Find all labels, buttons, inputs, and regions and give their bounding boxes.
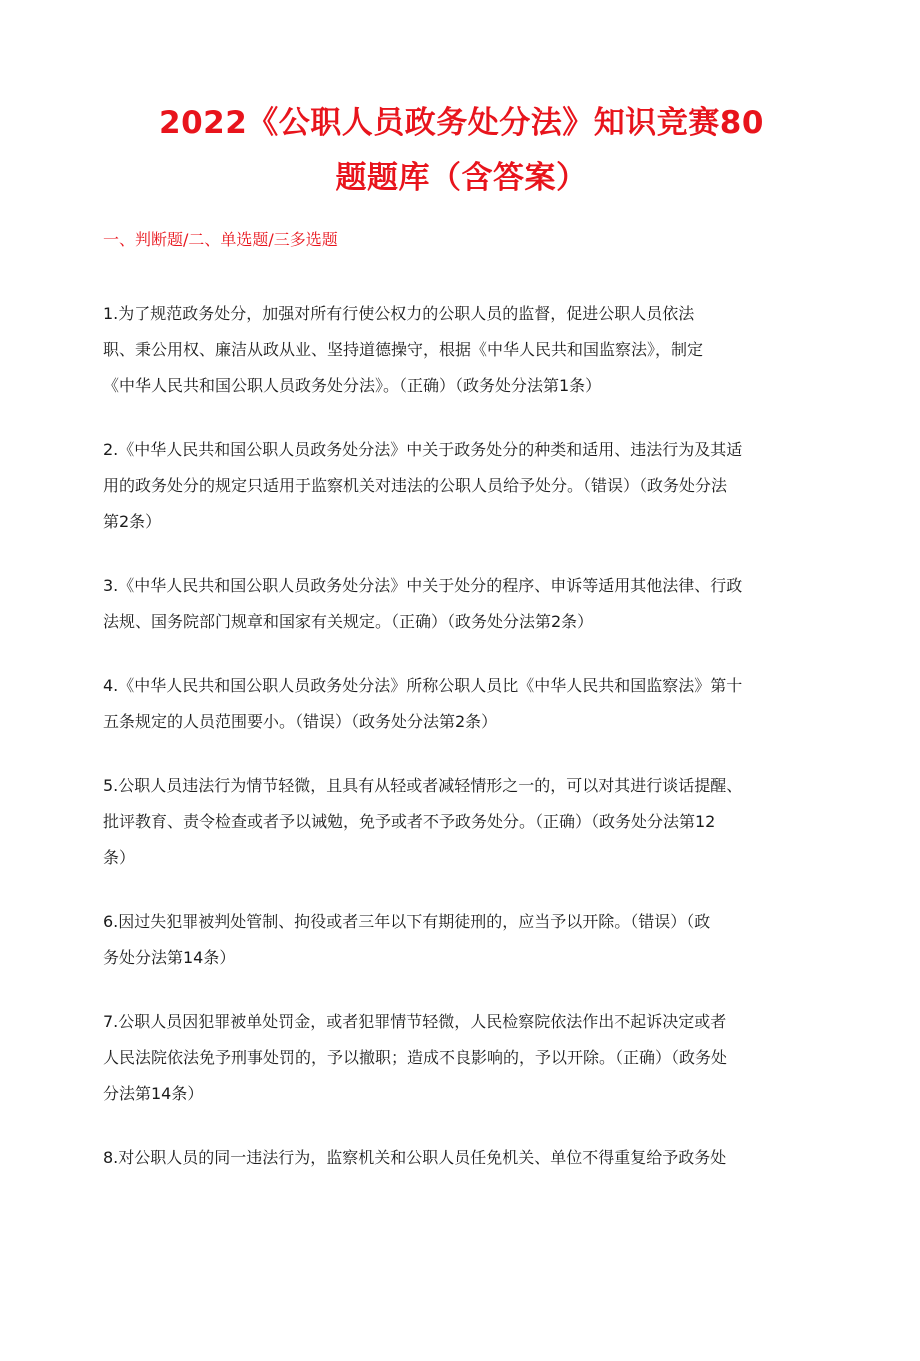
- question-item: [103, 904, 820, 976]
- question-text-line: 8.对公职人员的同一违法行为，监察机关和公职人员任免机关、单位不得重复给予政务处: [103, 1148, 727, 1167]
- question-item: [103, 568, 820, 640]
- section-heading: 一、判断题/二、单选题/三多选题: [103, 230, 338, 249]
- question-text-line: 分法第14条）: [103, 1084, 204, 1103]
- document-title-line: 2022《公职人员政务处分法》知识竞赛80: [159, 105, 764, 141]
- question-item: [103, 1140, 820, 1176]
- question-text-line: 条）: [103, 848, 136, 867]
- question-text-line: 人民法院依法免予刑事处罚的，予以撤职；造成不良影响的，予以开除。（正确）（政务处: [103, 1048, 728, 1067]
- question-text-line: 6.因过失犯罪被判处管制、拘役或者三年以下有期徒刑的，应当予以开除。（错误）（政: [103, 912, 711, 931]
- question-text-line: 1.为了规范政务处分，加强对所有行使公权力的公职人员的监督，促进公职人员依法: [103, 304, 695, 323]
- document-title: [103, 96, 820, 206]
- question-item: [103, 768, 820, 876]
- question-item: [103, 1004, 820, 1112]
- question-text-line: 务处分法第14条）: [103, 948, 236, 967]
- question-text-line: 5.公职人员违法行为情节轻微，且具有从轻或者减轻情形之一的，可以对其进行谈话提醒、: [103, 776, 743, 795]
- question-text-line: 职、秉公用权、廉洁从政从业、坚持道德操守，根据《中华人民共和国监察法》，制定: [103, 340, 704, 359]
- document-title-line: 题题库（含答案）: [335, 160, 588, 196]
- question-list: [103, 296, 820, 1176]
- question-item: [103, 432, 820, 540]
- question-item: [103, 668, 820, 740]
- question-text-line: 2.《中华人民共和国公职人员政务处分法》中关于政务处分的种类和适用、违法行为及其适: [103, 440, 743, 459]
- question-text-line: 4.《中华人民共和国公职人员政务处分法》所称公职人员比《中华人民共和国监察法》第十: [103, 676, 743, 695]
- question-text-line: 五条规定的人员范围要小。（错误）（政务处分法第2条）: [103, 712, 498, 731]
- question-text-line: 7.公职人员因犯罪被单处罚金，或者犯罪情节轻微，人民检察院依法作出不起诉决定或者: [103, 1012, 727, 1031]
- question-item: [103, 296, 820, 404]
- question-text-line: 3.《中华人民共和国公职人员政务处分法》中关于处分的程序、申诉等适用其他法律、行政: [103, 576, 743, 595]
- question-text-line: 批评教育、责令检查或者予以诫勉，免予或者不予政务处分。（正确）（政务处分法第12: [103, 812, 716, 831]
- question-text-line: 法规、国务院部门规章和国家有关规定。（正确）（政务处分法第2条）: [103, 612, 594, 631]
- question-text-line: 《中华人民共和国公职人员政务处分法》。（正确）（政务处分法第1条）: [103, 376, 602, 395]
- question-text-line: 用的政务处分的规定只适用于监察机关对违法的公职人员给予处分。（错误）（政务处分法: [103, 476, 728, 495]
- question-text-line: 第2条）: [103, 512, 162, 531]
